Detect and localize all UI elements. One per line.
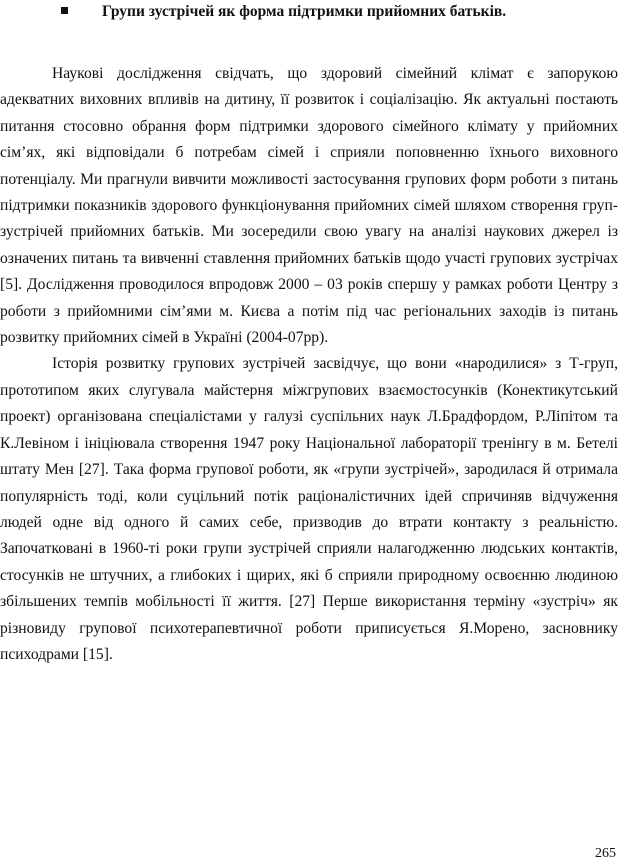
paragraph: Історія розвитку групових зустрічей засвідчує, що вони «народилися» з Т-груп, прототипом яких слугувала майстерня міжгрупових взаємостосунків (Конектикутський проект) організована спеціалістами у галузі суспільних наук Л.Брадфордом, Р.Ліпітом та К.Левіном і ініціювала створення 1947 року Національної лабораторії тренінгу в м. Бетелі штату Мен [27]. Така форма групової роботи, як «групи зустрічей», зародилася й отримала популярність тоді, коли суцільний потік раціоналістичних ідей спричиняв відчуження людей одне від одного й самих себе, призводив до втрати контакту з реальністю. Започатковані в 1960-ті роки групи зустрічей сприяли налагодженню людських контактів, стосунків не штучних, а глибоких і щирих, які б сприяли природному освоєнню людиною збільшених темпів мобільності її життя. [27] Перше використання терміну «зустріч» як різновиду групової психотерапевтичної роботи приписується Я.Морено, засновнику психодрами [15]. <box>0 355 618 663</box>
square-bullet-icon <box>61 7 68 14</box>
section-heading-text: Групи зустрічей як форма підтримки прийомних батьків. <box>102 3 507 20</box>
paragraph: Наукові дослідження свідчать, що здоровий сімейний клімат є запорукою адекватних виховних впливів на дитину, її розвиток і соціалізацію. Як актуальні постають питання стосовно обрання форм підтримки здорового сімейного клімату у прийомних сім’ях, які відповідали б потребам сімей і сприяли поповненню їхнього виховного потенціалу. Ми прагнули вивчити можливості застосування групових форм роботи з питань підтримки показників здорового функціонування прийомних сімей шляхом створення груп-зустрічей прийомних батьків. Ми зосередили свою увагу на аналізі наукових джерел із означених питань та вивченні ставлення прийомних батьків щодо участі групових зустрічах [5]. Дослідження проводилося впродовж 2000 – 03 років спершу у рамках роботи Центру з роботи з прийомними сім’ями м. Києва а потім під час регіональних заходів із питань розвитку прийомних сімей в Україні (2004-07рр). <box>0 65 618 347</box>
page-number: 265 <box>595 846 616 861</box>
body-text <box>0 61 618 668</box>
